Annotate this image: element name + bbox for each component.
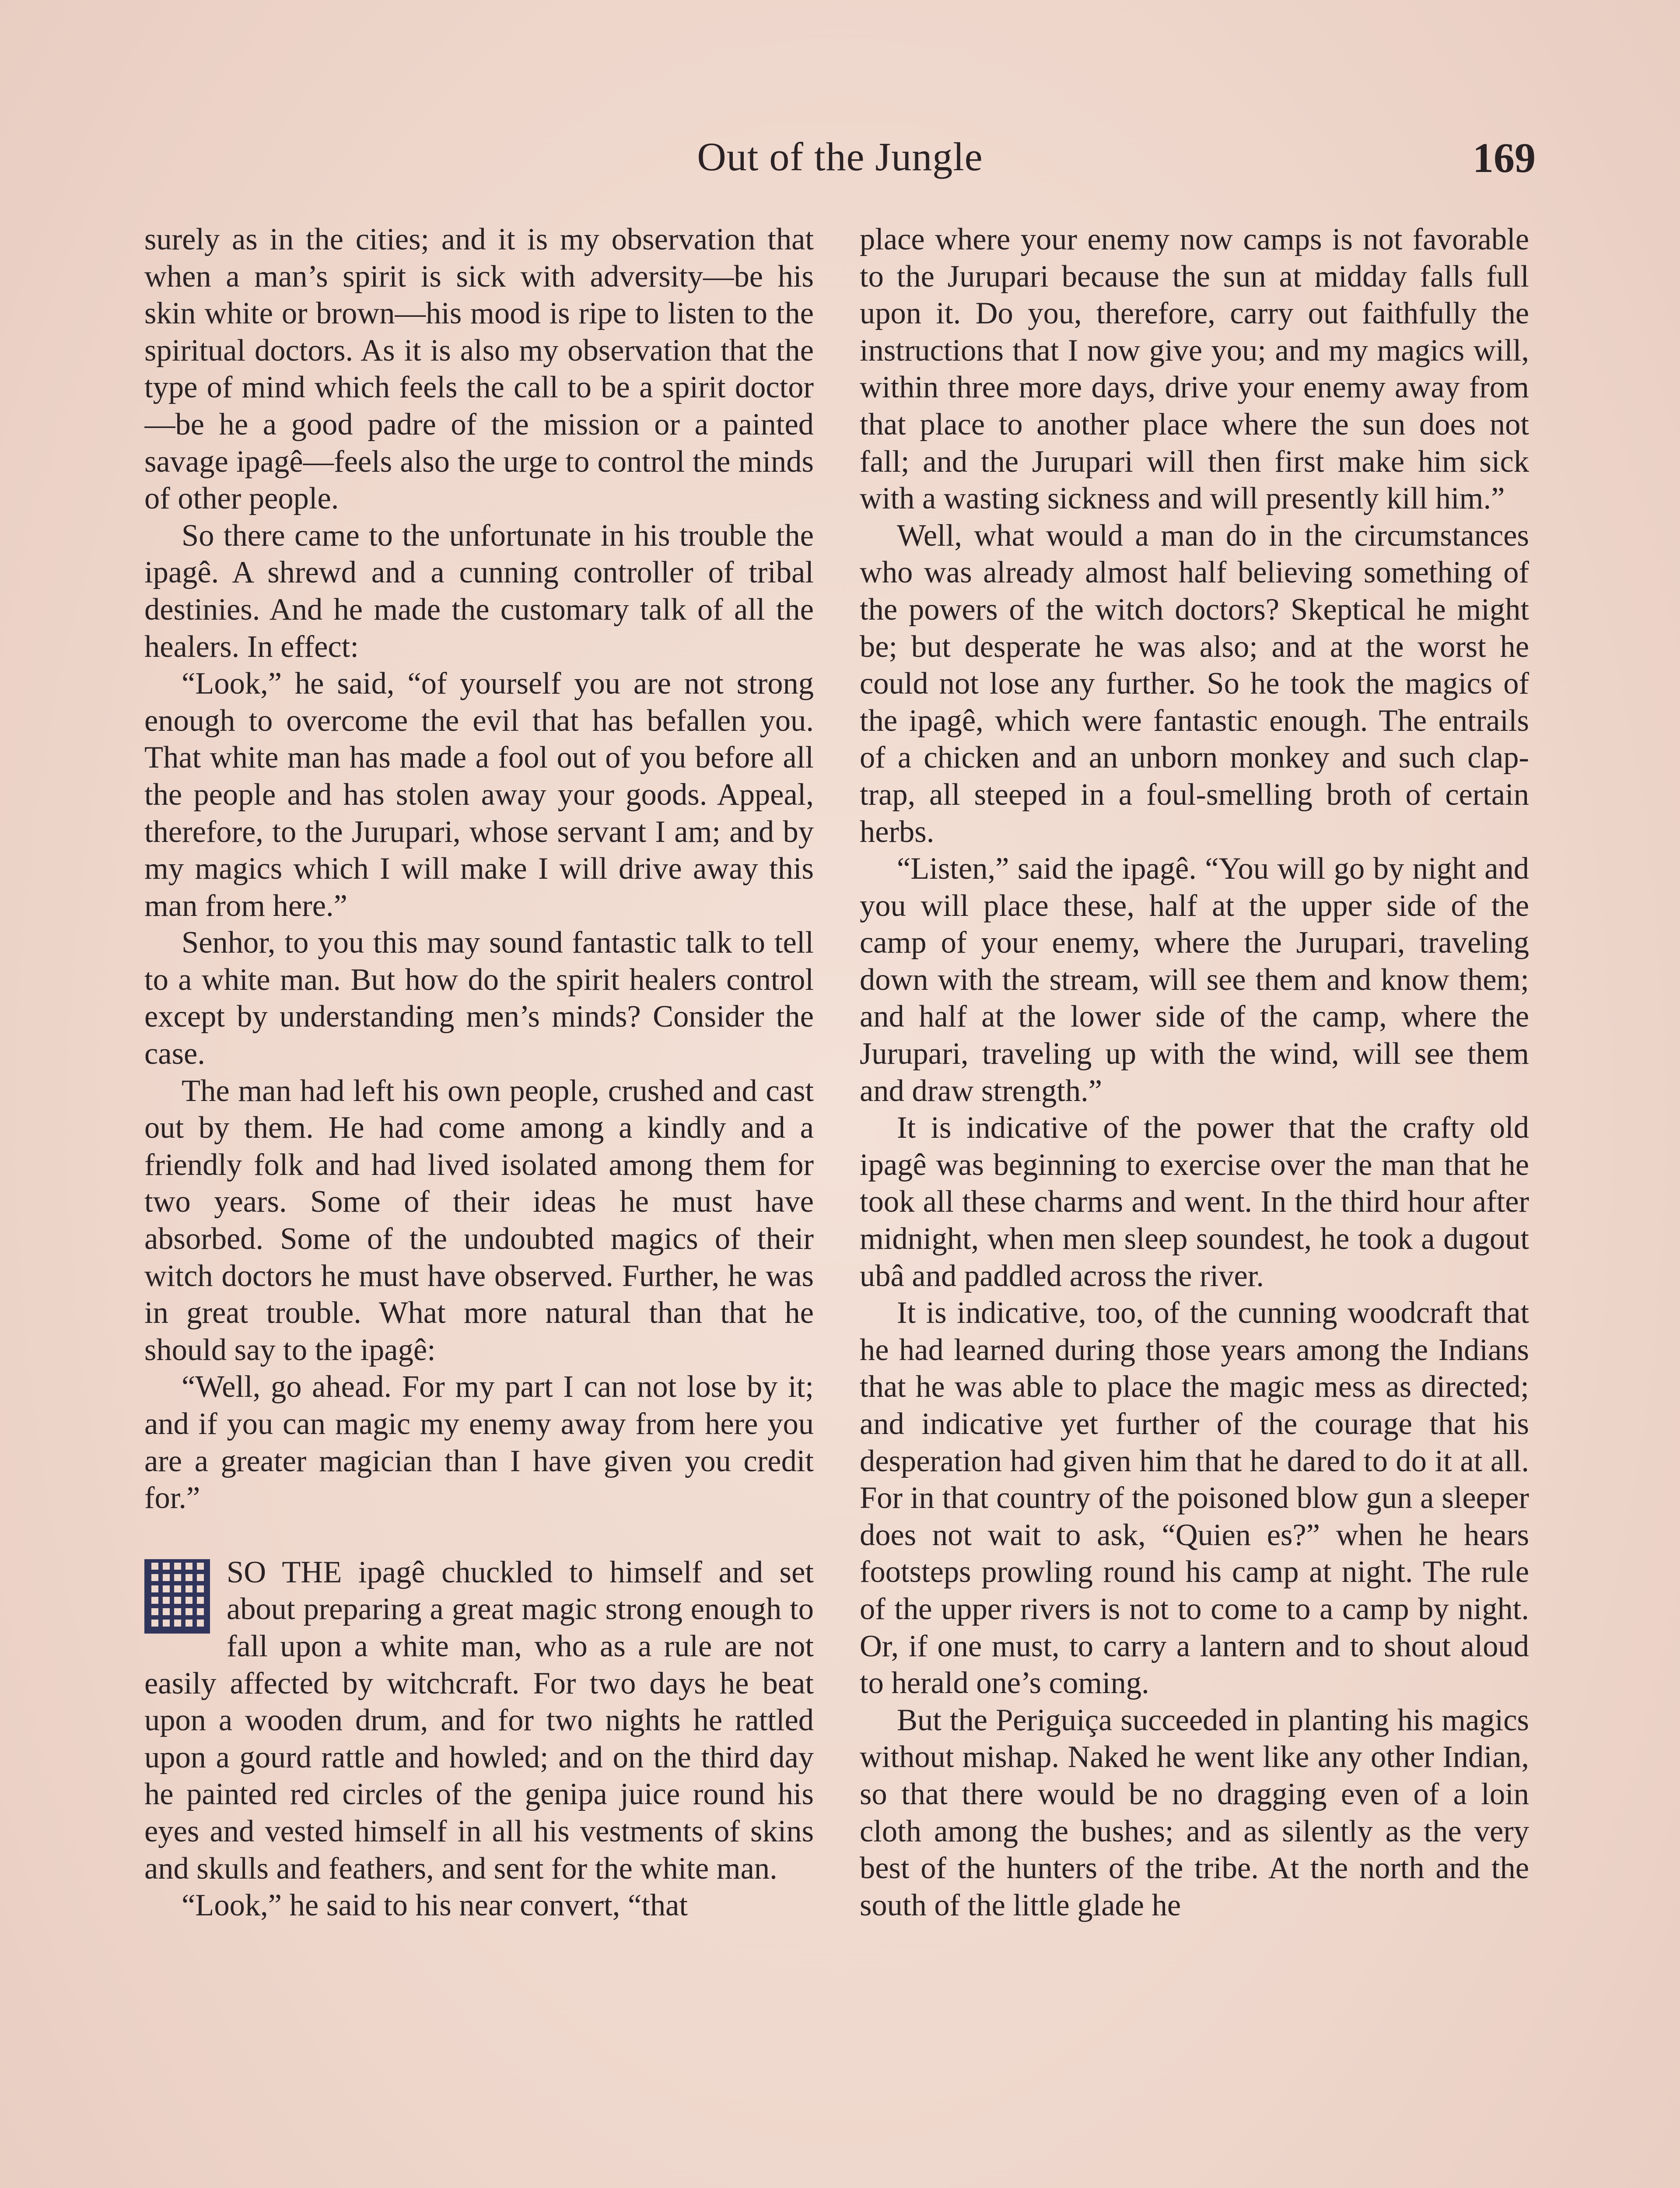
paragraph: surely as in the cities; and it is my observation that when a man’s spirit is sick with adversity—be his skin white or brown—his mood is ripe to listen to the spiritual doctors. As it is also my observation that the type of mind which feels the call to be a spirit doctor—be he a good padre of the mission or a painted savage ipagê—feels also the urge to control the minds of other people. [144, 222, 814, 516]
left-column [144, 221, 814, 2188]
paragraph: It is indicative, too, of the cunning woodcraft that he had learned during those years among the Indians that he was able to place the magic mess as directed; and indicative yet further of the courage that his desperation had given him that he dared to do it at all. For in that country of the poisoned blow gun a sleeper does not wait to ask, “Quien es?” when he hears footsteps prowling round his camp at night. The rule of the upper rivers is not to come to a camp by night. Or, if one must, to carry a lantern and to shout aloud to herald one’s coming. [860, 1296, 1529, 1701]
paragraph: Senhor, to you this may sound fantastic talk to tell to a white man. But how do the spirit healers control except by understanding men’s minds? Consider the case. [144, 926, 814, 1071]
paragraph: The man had left his own people, crushed and cast out by them. He had come among a kindly and a friendly folk and had lived isolated among them for two years. Some of their ideas he must have absorbed. Some of the undoubted magics of their witch doctors he must have observed. Further, he was in great trouble. What more natural than that he should say to the ipagê: [144, 1073, 814, 1367]
running-title: Out of the Jungle [697, 134, 983, 179]
paragraph: place where your enemy now camps is not favorable to the Jurupari because the sun at midday falls full upon it. Do you, therefore, carry out faithfully the instructions that I now give you; and my magics will, within three more days, drive your enemy away from that place to another place where the sun does not fall; and the Jurupari will then first make him sick with a wasting sickness and will presently kill him.” [860, 222, 1529, 516]
paragraph: “Look,” he said, “of yourself you are not strong enough to overcome the evil that has befallen you. That white man has made a fool out of you before all the people and has stolen away your goods. Appeal, therefore, to the Jurupari, whose servant I am; and by my magics which I will make I will drive away this man from here.” [144, 666, 814, 923]
section-opening-paragraph: SO THE ipagê chuckled to himself and set about preparing a great magic strong enough to fall upon a white man, who as a rule are not easily affected by witchcraft. For two days he beat upon a wooden drum, and for two nights he rattled upon a gourd rattle and howled; and on the third day he painted red circles of the genipa juice round his eyes and vested himself in all his vestments of skins and skulls and feathers, and sent for the white man. [144, 1555, 814, 1886]
paragraph: “Listen,” said the ipagê. “You will go by night and you will place these, half at the upper side of the camp of your enemy, where the Jurupari, traveling down with the stream, will see them and know them; and half at the lower side of the camp, where the Jurupari, traveling up with the wind, will see them and draw strength.” [860, 852, 1529, 1108]
paragraph: So there came to the unfortunate in his trouble the ipagê. A shrewd and a cunning controller of tribal destinies. And he made the customary talk of all the healers. In effect: [144, 518, 814, 664]
paragraph: It is indicative of the power that the crafty old ipagê was beginning to exercise over the man that he took all these charms and went. In the third hour after midnight, when men sleep soundest, he took a dugout ubâ and paddled across the river. [860, 1111, 1529, 1293]
paragraph: “Well, go ahead. For my part I can not lose by it; and if you can magic my enemy away from here you are a greater magician than I have given you credit for.” [144, 1370, 814, 1515]
page-number: 169 [1473, 134, 1536, 181]
section-break [144, 1554, 814, 1887]
paragraph: Well, what would a man do in the circumstances who was already almost half believing something of the powers of the witch doctors? Skeptical he might be; but desperate he was also; and at the worst he could not lose any further. So he took the magics of the ipagê, which were fantastic enough. The entrails of a chicken and an unborn monkey and such clap-trap, all steeped in a foul-smelling broth of certain herbs. [860, 518, 1529, 849]
page-header [144, 125, 1536, 195]
paragraph: But the Periguiça succeeded in planting his magics without mishap. Naked he went like any other Indian, so that there would be no dragging even of a loin cloth among the bushes; and as silently as the very best of the hunters of the tribe. At the north and the south of the little glade he [860, 1703, 1529, 1922]
right-column [860, 221, 1529, 2188]
paragraph: “Look,” he said to his near convert, “that [182, 1888, 688, 1923]
ornamental-initial-icon [144, 1559, 210, 1634]
